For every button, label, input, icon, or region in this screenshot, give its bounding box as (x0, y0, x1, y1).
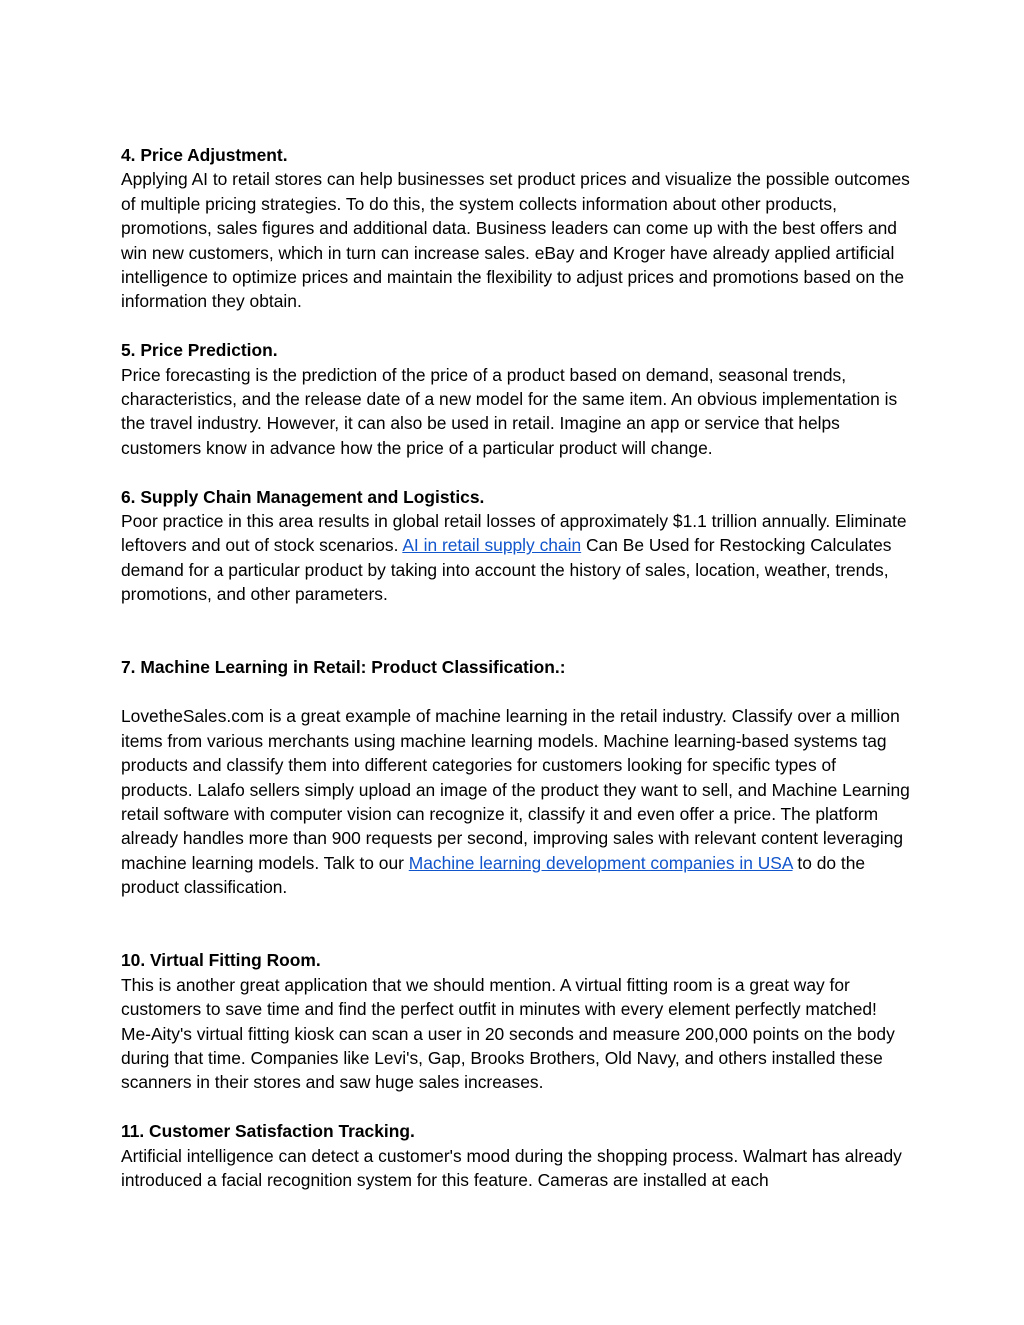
section-product-classification (121, 655, 911, 899)
body-text: Can Be Used for Restocking Calculates demand for a particular product by taking into account the history of sales, location, weather, trends, promotions, and other parameters. (121, 535, 892, 605)
section-price-prediction (121, 338, 911, 460)
body-text: Poor practice in this area results in global retail losses of approximately $1.1 trillion annually. Eliminate leftovers and out of stock scenarios. (121, 511, 907, 556)
section-body: Price forecasting is the prediction of the price of a product based on demand, seasonal trends, characteristics, and the release date of a new model for the same item. An obvious implementation is the travel industry. However, it can also be used in retail. Imagine an app or service that helps customers know in advance how the price of a particular product will change. (121, 364, 898, 458)
document-page (121, 143, 911, 1192)
section-customer-satisfaction (121, 1119, 911, 1192)
body-text: to do the product classification. (121, 852, 866, 898)
section-body: This is another great application that we should mention. A virtual fitting room is a great way for customers to save time and find the perfect outfit in minutes with every element perfectly matched! Me-Aity's virtual fitting kiosk can scan a user in 20 seconds and measure 200,000 points on the body during that time. Companies like Levi's, Gap, Brooks Brothers, Old Navy, and others installed these scanners in their stores and saw huge sales increases. (121, 974, 895, 1093)
paragraph-gap (121, 680, 911, 704)
paragraph-gap (121, 314, 911, 338)
paragraph-gap (121, 607, 911, 656)
paragraph-gap (121, 460, 911, 484)
section-heading: 11. Customer Satisfaction Tracking. (121, 1121, 415, 1142)
section-heading: 7. Machine Learning in Retail: Product Classification.: (121, 657, 566, 678)
paragraph-gap (121, 900, 911, 949)
section-body (121, 704, 911, 899)
section-body: Artificial intelligence can detect a customer's mood during the shopping process. Walmart has already introduced a facial recognition system for this feature. Cameras are installed at each (121, 1145, 902, 1190)
section-heading: 4. Price Adjustment. (121, 145, 288, 165)
section-heading: 6. Supply Chain Management and Logistics. (121, 486, 485, 507)
paragraph-gap (121, 1095, 911, 1119)
body-text: LovetheSales.com is a great example of machine learning in the retail industry. Classify over a million items from various merchants using machine learning models. Machine learning-based systems tag products and classify them into different categories for customers looking for specific types of products. Lalafo sellers simply upload an image of the product they want to sell, and Machine Learning retail software with computer vision can recognize it, classify it and even offer a price. The platform already handles more than 900 requests per second, improving sales with relevant content leveraging machine learning models. Talk to our (121, 706, 910, 873)
section-body (121, 509, 911, 607)
section-virtual-fitting-room (121, 948, 911, 1094)
section-price-adjustment (121, 143, 911, 314)
ai-supply-chain-link[interactable]: AI in retail supply chain (402, 535, 582, 556)
section-heading: 5. Price Prediction. (121, 340, 278, 361)
ml-development-companies-link[interactable]: Machine learning development companies in USA (408, 852, 793, 873)
section-supply-chain (121, 485, 911, 607)
section-heading: 10. Virtual Fitting Room. (121, 950, 321, 971)
section-body: Applying AI to retail stores can help businesses set product prices and visualize the possible outcomes of multiple pricing strategies. To do this, the system collects information about other products, promotions, sales figures and additional data. Business leaders can come up with the best offers and win new customers, which in turn can increase sales. eBay and Kroger have already applied artificial intelligence to optimize prices and maintain the flexibility to adjust prices and promotions based on the information they obtain. (121, 169, 910, 312)
